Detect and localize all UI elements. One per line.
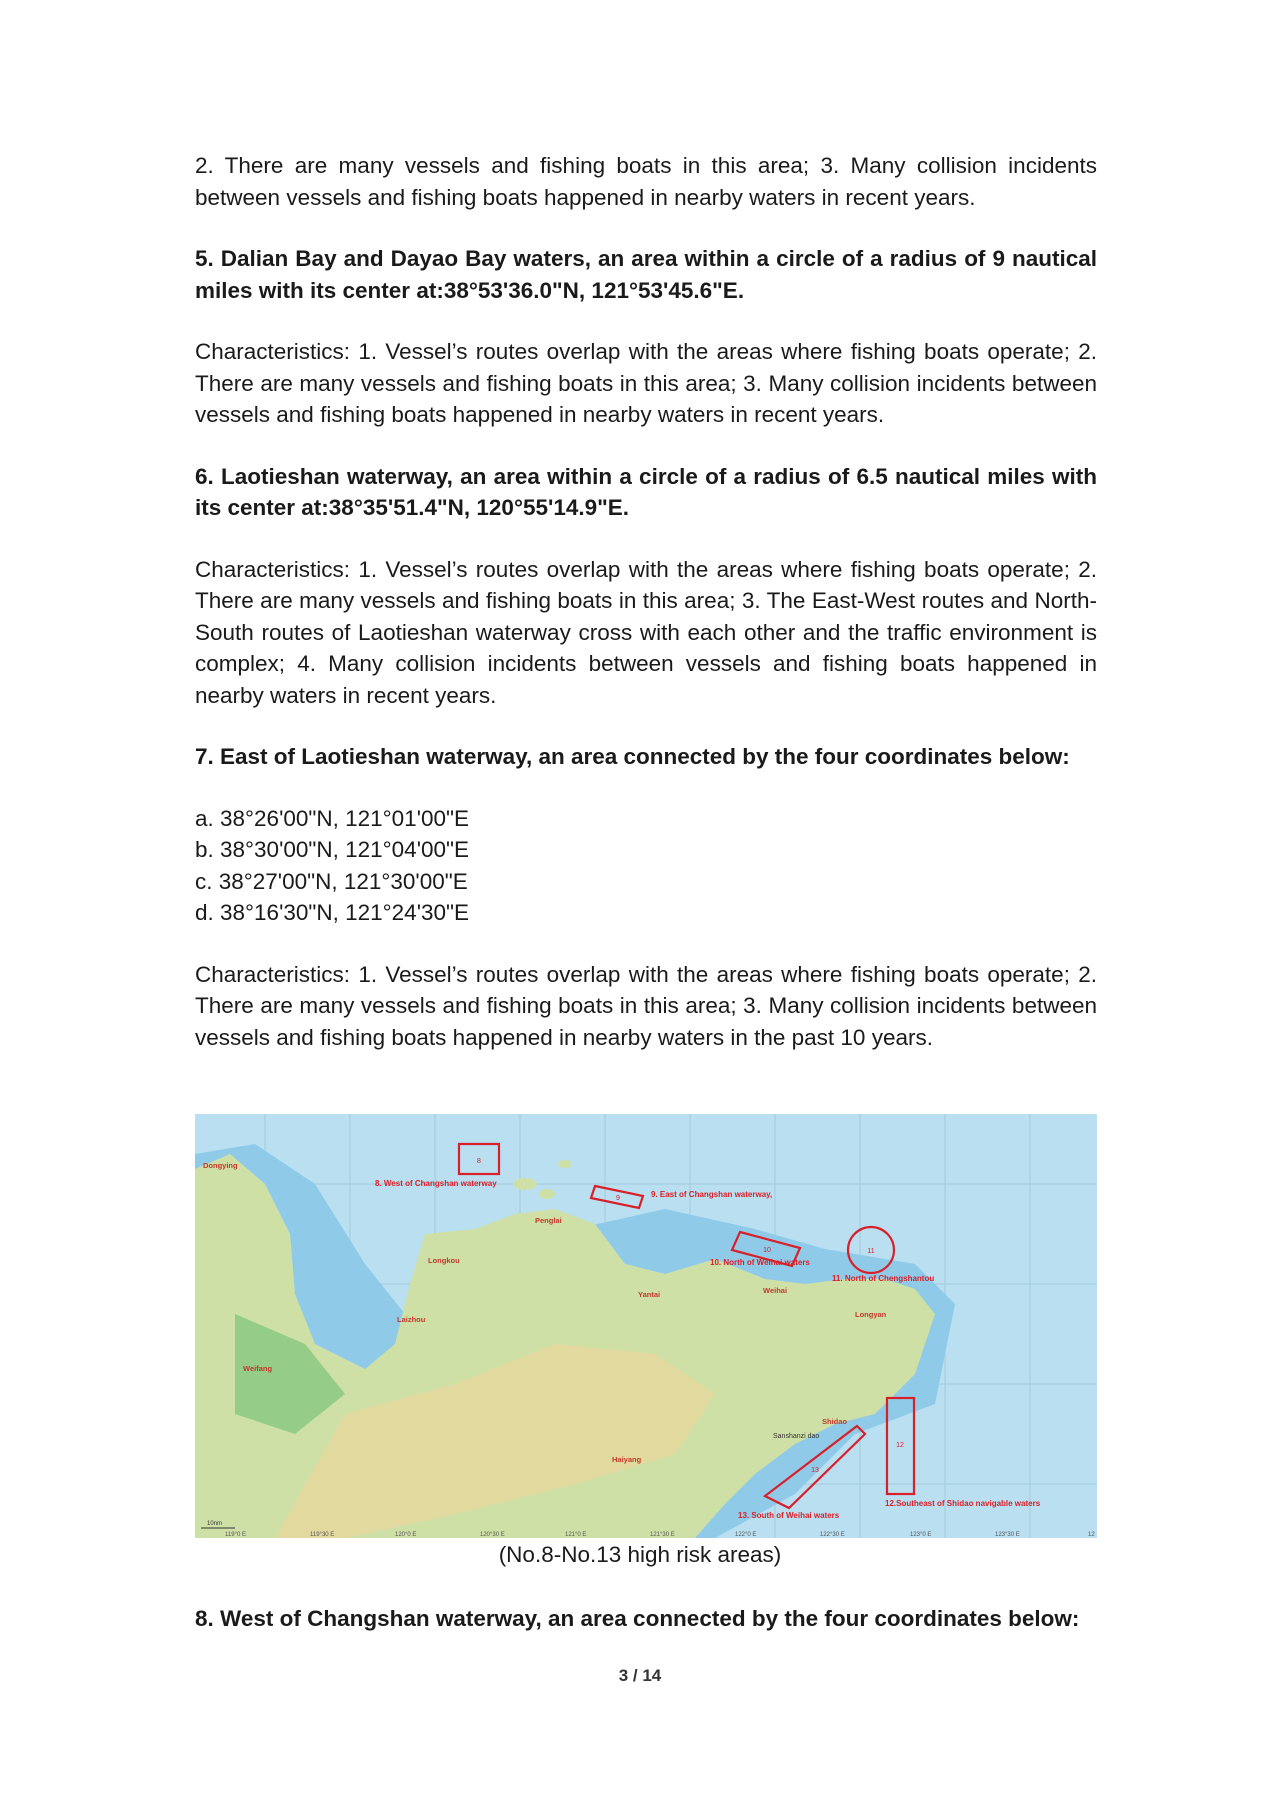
lon-tick: 121°0 E <box>565 1532 587 1538</box>
heading-area-6: 6. Laotieshan waterway, an area within a circle of a radius of 6.5 nautical miles with its center at:38°35'51.4"N, 120°55'14.9"E. <box>195 463 1097 520</box>
characteristics-area-6: Characteristics: 1. Vessel’s routes overlap with the areas where fishing boats operate; 2. There are many vessels and fishing boats in this area; 3. The East-West routes and North-South routes of Laotieshan waterway cross with each other and the traffic environment is complex; 4. Many collision incidents between vessels and fishing boats happened in nearby waters in recent years. <box>195 556 1097 708</box>
area-12-number: 12 <box>896 1442 904 1449</box>
lon-tick: 120°0 E <box>395 1532 417 1538</box>
area-12-label: 12.Southeast of Shidao navigable waters <box>885 1499 1041 1508</box>
lon-tick: 123°30 E <box>995 1532 1020 1538</box>
area-10-label: 10. North of Weihai waters <box>710 1258 810 1267</box>
heading-area-7: 7. East of Laotieshan waterway, an area connected by the four coordinates below: <box>195 744 1070 769</box>
map-caption: (No.8-No.13 high risk areas) <box>498 1542 782 1567</box>
area-13-number: 13 <box>811 1467 819 1474</box>
coordinate-list-area-7 <box>195 803 1097 929</box>
high-risk-area-map <box>195 1114 1097 1538</box>
map-svg <box>195 1114 1097 1538</box>
area-11-label: 11. North of Chengshantou <box>832 1274 935 1283</box>
area-8-label: 8. West of Changshan waterway <box>375 1179 497 1188</box>
island <box>539 1189 555 1199</box>
coordinate-c: c. 38°27'00"N, 121°30'00"E <box>195 868 468 894</box>
lon-tick: 119°0 E <box>225 1532 246 1538</box>
place-longyan: Longyan <box>855 1310 887 1319</box>
place-weihai: Weihai <box>763 1286 788 1295</box>
place-dongying: Dongying <box>203 1161 238 1170</box>
place-yantai: Yantai <box>638 1290 661 1299</box>
area-8-number: 8 <box>477 1158 481 1165</box>
place-laizhou: Laizhou <box>397 1315 426 1324</box>
place-weifang: Weifang <box>243 1364 273 1373</box>
heading-area-5: 5. Dalian Bay and Dayao Bay waters, an area within a circle of a radius of 9 nautical miles with its center at:38°53'36.0"N, 121°53'45.6"E. <box>195 246 1097 303</box>
document-body <box>195 150 1097 1053</box>
coordinate-d: d. 38°16'30"N, 121°24'30"E <box>195 900 470 925</box>
coordinate-a: a. 38°26'00"N, 121°01'00"E <box>195 805 470 831</box>
lon-tick: 122°30 E <box>820 1532 845 1538</box>
place-shidao: Shidao <box>822 1417 848 1426</box>
area-9-number: 9 <box>616 1195 620 1202</box>
island <box>513 1178 537 1190</box>
place-sanshanzi: Sanshanzi dao <box>773 1433 820 1440</box>
page-number: 3 / 14 <box>618 1666 662 1685</box>
scale-label: 10nm <box>207 1521 223 1527</box>
paragraph-continuation: 2. There are many vessels and fishing boats in this area; 3. Many collision incidents between vessels and fishing boats happened in nearby waters in recent years. <box>195 153 1097 210</box>
characteristics-area-5: Characteristics: 1. Vessel’s routes overlap with the areas where fishing boats operate; 2. There are many vessels and fishing boats in this area; 3. Many collision incidents between vessels and fishing boats happened in nearby waters in recent years. <box>195 339 1097 427</box>
lon-tick: 122°0 E <box>735 1532 757 1538</box>
island <box>558 1160 572 1168</box>
area-10-number: 10 <box>763 1247 771 1254</box>
place-penglai: Penglai <box>535 1216 562 1225</box>
area-13-label: 13. South of Weihai waters <box>738 1511 840 1520</box>
lon-tick: 119°30 E <box>310 1532 335 1538</box>
characteristics-area-7: Characteristics: 1. Vessel’s routes overlap with the areas where fishing boats operate; 2. There are many vessels and fishing boats in this area; 3. Many collision incidents between vessels and fishing boats happened in nearby waters in the past 10 years. <box>195 961 1097 1050</box>
lon-tick: 123°0 E <box>910 1532 932 1538</box>
place-haiyang: Haiyang <box>612 1455 642 1464</box>
area-11-number: 11 <box>867 1248 875 1255</box>
lon-tick: 12 <box>1088 1532 1095 1538</box>
area-9-label: 9. East of Changshan waterway, <box>651 1190 773 1199</box>
heading-area-8: 8. West of Changshan waterway, an area connected by the four coordinates below: <box>195 1606 1080 1631</box>
coordinate-b: b. 38°30'00"N, 121°04'00"E <box>195 837 470 862</box>
place-longkou: Longkou <box>428 1256 460 1265</box>
lon-tick: 121°30 E <box>650 1532 675 1538</box>
lon-tick: 120°30 E <box>480 1532 505 1538</box>
